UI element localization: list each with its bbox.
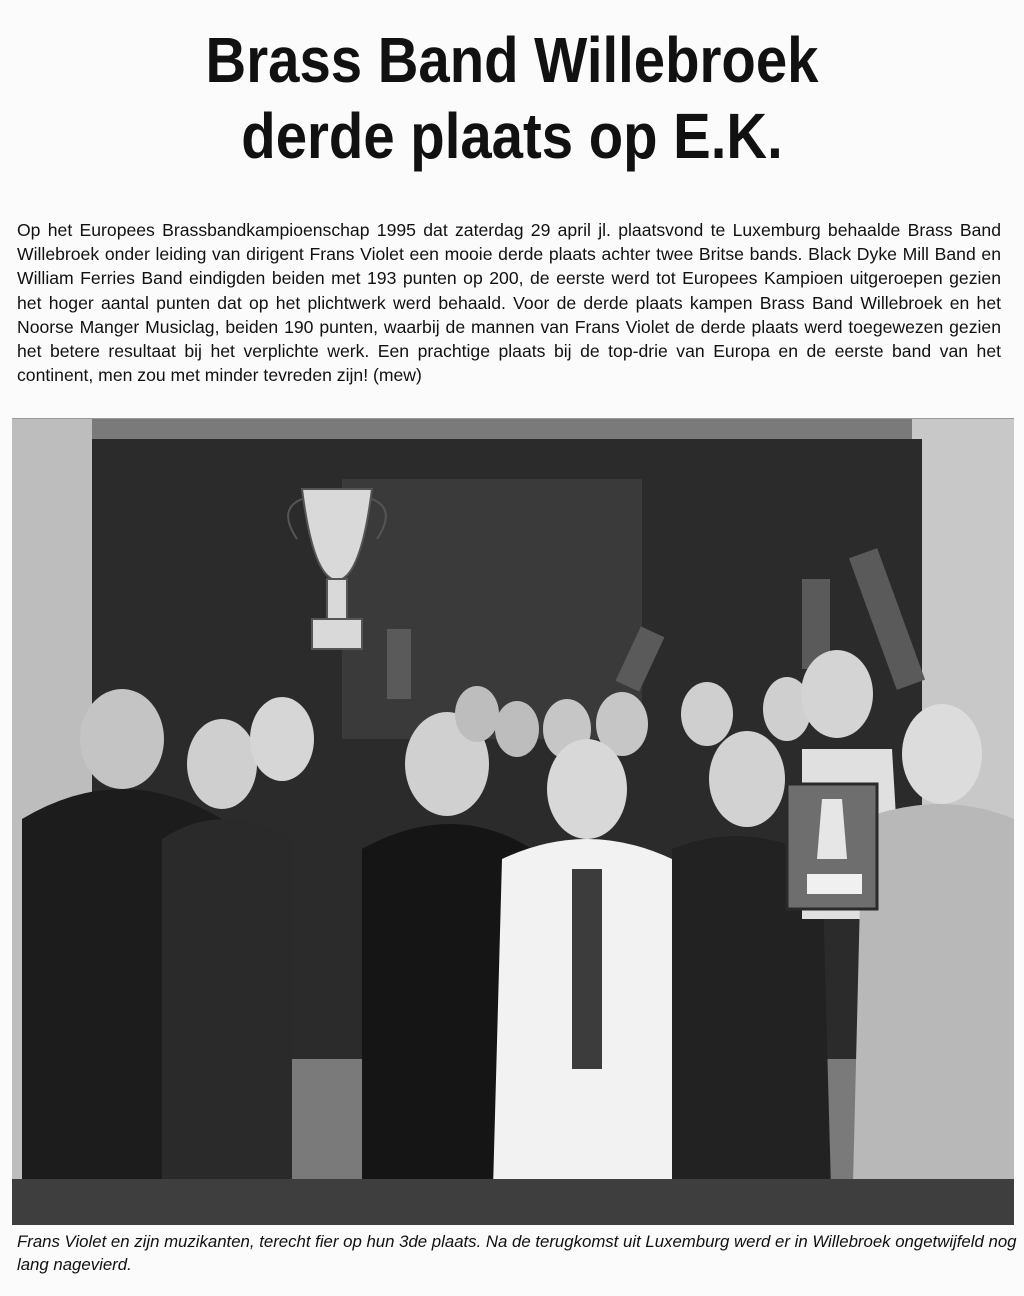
article-body: Op het Europees Brassbandkampioenschap 1995 dat zaterdag 29 april jl. plaatsvond te Luxemburg behaalde Brass Band Willebroek onder leiding van dirigent Frans Violet een mooie derde plaats achter twee Britse bands. Black Dyke Mill Band en William Ferries Band eindigden beiden met 193 punten op 200, de eerste werd tot Europees Kampioen uitgeroepen gezien het hoger aantal punten dat op het plichtwerk werd behaald. Voor de derde plaats kampen Brass Band Willebroek en het Noorse Manger Musiclag, beiden 190 punten, waarbij de mannen van Frans Violet de derde plaats werd toegewezen gezien het betere resultaat bij het verplichte werk. Een prachtige plaats bij de top-drie van Europa en de eerste band van het continent, men zou met minder tevreden zijn! (mew): [17, 220, 1001, 386]
photo-caption: Frans Violet en zijn muzikanten, terecht fier op hun 3de plaats. Na de terugkomst uit Luxemburg werd er in Willebroek ongetwijfeld nog lang nagevierd.: [17, 1232, 1017, 1274]
headline-line-1: Brass Band Willebroek: [205, 24, 819, 96]
group-photo: [12, 418, 1014, 1225]
headline-line-2: derde plaats op E.K.: [241, 100, 783, 172]
headline: [61, 22, 962, 174]
award-plaque: [787, 784, 877, 909]
